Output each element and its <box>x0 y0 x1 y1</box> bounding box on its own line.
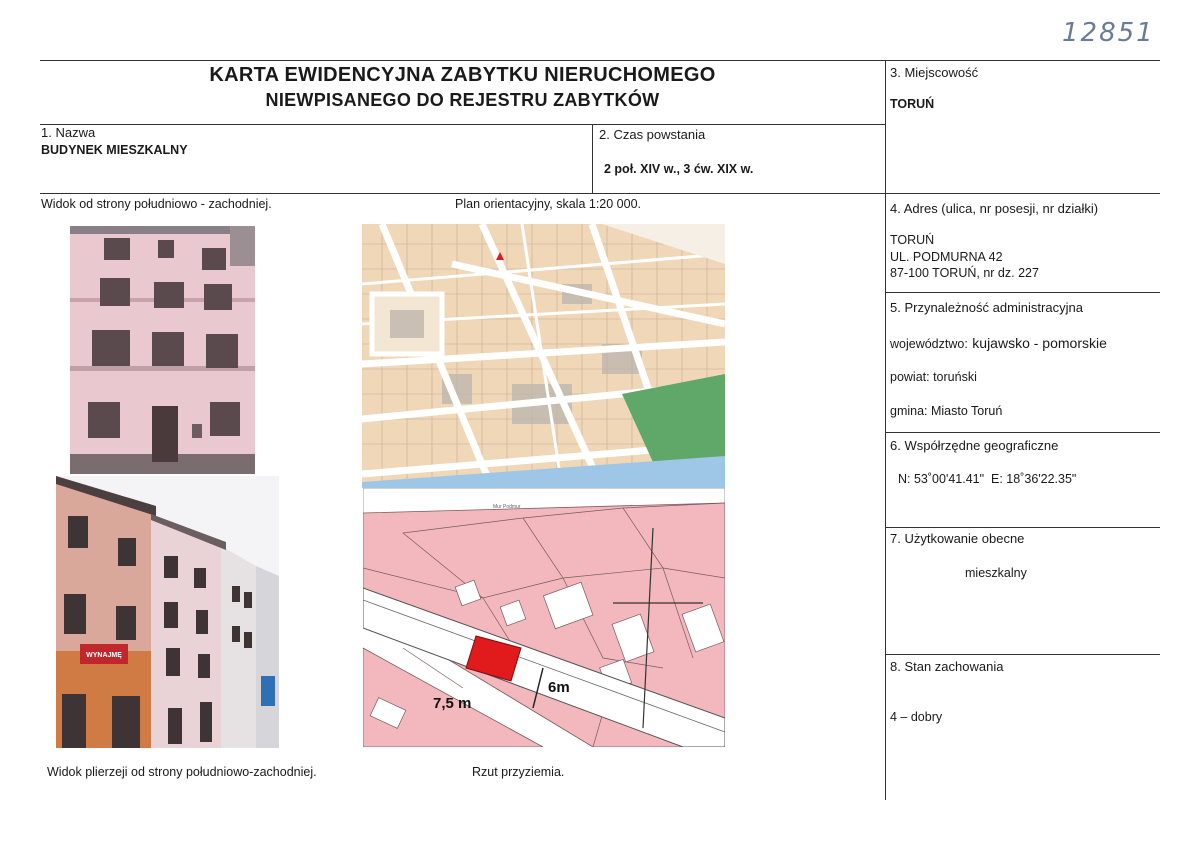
condition-value: 4 – dobry <box>890 710 943 724</box>
photo-top-caption: Widok od strony południowo - zachodniej. <box>41 197 272 211</box>
ground-plan-caption: Rzut przyziemia. <box>472 765 565 779</box>
voivodeship-value: kujawsko - pomorskie <box>972 335 1107 351</box>
sign-text: WYNAJMĘ <box>86 652 122 659</box>
ground-plan <box>363 488 725 747</box>
right-column-divider <box>885 60 886 800</box>
address-street: UL. PODMURNA 42 <box>890 250 1003 264</box>
dimension-b: 6m <box>548 679 570 696</box>
dimension-a: 7,5 m <box>433 695 472 712</box>
rule-5 <box>885 292 1160 293</box>
street-label: Mur Podmur <box>493 504 521 510</box>
address-city: TORUŃ <box>890 233 935 247</box>
orientation-map <box>362 224 725 488</box>
name-label: 1. Nazwa <box>41 125 96 140</box>
address-postal: 87-100 TORUŃ, nr dz. 227 <box>890 266 1039 280</box>
rule-6 <box>885 432 1160 433</box>
rule-7 <box>885 527 1160 528</box>
name-date-divider <box>592 124 593 193</box>
longitude: E: 18˚36'22.35" <box>991 472 1077 486</box>
locality-value: TORUŃ <box>890 97 935 111</box>
latitude: N: 53˚00'41.41" <box>898 472 985 486</box>
plan-caption: Plan orientacyjny, skala 1:20 000. <box>455 197 641 211</box>
address-label: 4. Adres (ulica, nr posesji, nr działki) <box>890 201 1099 216</box>
condition-label: 8. Stan zachowania <box>890 659 1004 674</box>
locality-label: 3. Miejscowość <box>890 65 979 80</box>
rule-8 <box>885 654 1160 655</box>
admin-label: 5. Przynależność administracyjna <box>890 300 1083 315</box>
usage-value: mieszkalny <box>965 566 1027 580</box>
card-subtitle: NIEWPISANEGO DO REJESTRU ZABYTKÓW <box>265 90 660 110</box>
coordinates-row <box>898 472 1076 486</box>
name-value: BUDYNEK MIESZKALNY <box>41 143 188 157</box>
date-label: 2. Czas powstania <box>599 127 706 142</box>
voivodeship-label: województwo: <box>890 337 968 351</box>
date-value: 2 poł. XIV w., 3 ćw. XIX w. <box>604 162 754 176</box>
commune: gmina: Miasto Toruń <box>890 404 1003 418</box>
usage-label: 7. Użytkowanie obecne <box>890 531 1025 546</box>
top-rule <box>40 60 1160 61</box>
card-title: KARTA EWIDENCYJNA ZABYTKU NIERUCHOMEGO <box>209 64 716 86</box>
handwritten-number: 12851 <box>1062 18 1155 48</box>
voivodeship-row <box>890 335 1107 353</box>
county: powiat: toruński <box>890 370 977 384</box>
rule-under-title <box>40 124 885 125</box>
facade-photo <box>70 226 255 474</box>
street-photo <box>56 476 279 748</box>
rule-under-name <box>40 193 1160 194</box>
photo-bottom-caption: Widok plierzeji od strony południowo-zachodniej. <box>47 765 317 779</box>
coordinates-label: 6. Współrzędne geograficzne <box>890 438 1059 453</box>
